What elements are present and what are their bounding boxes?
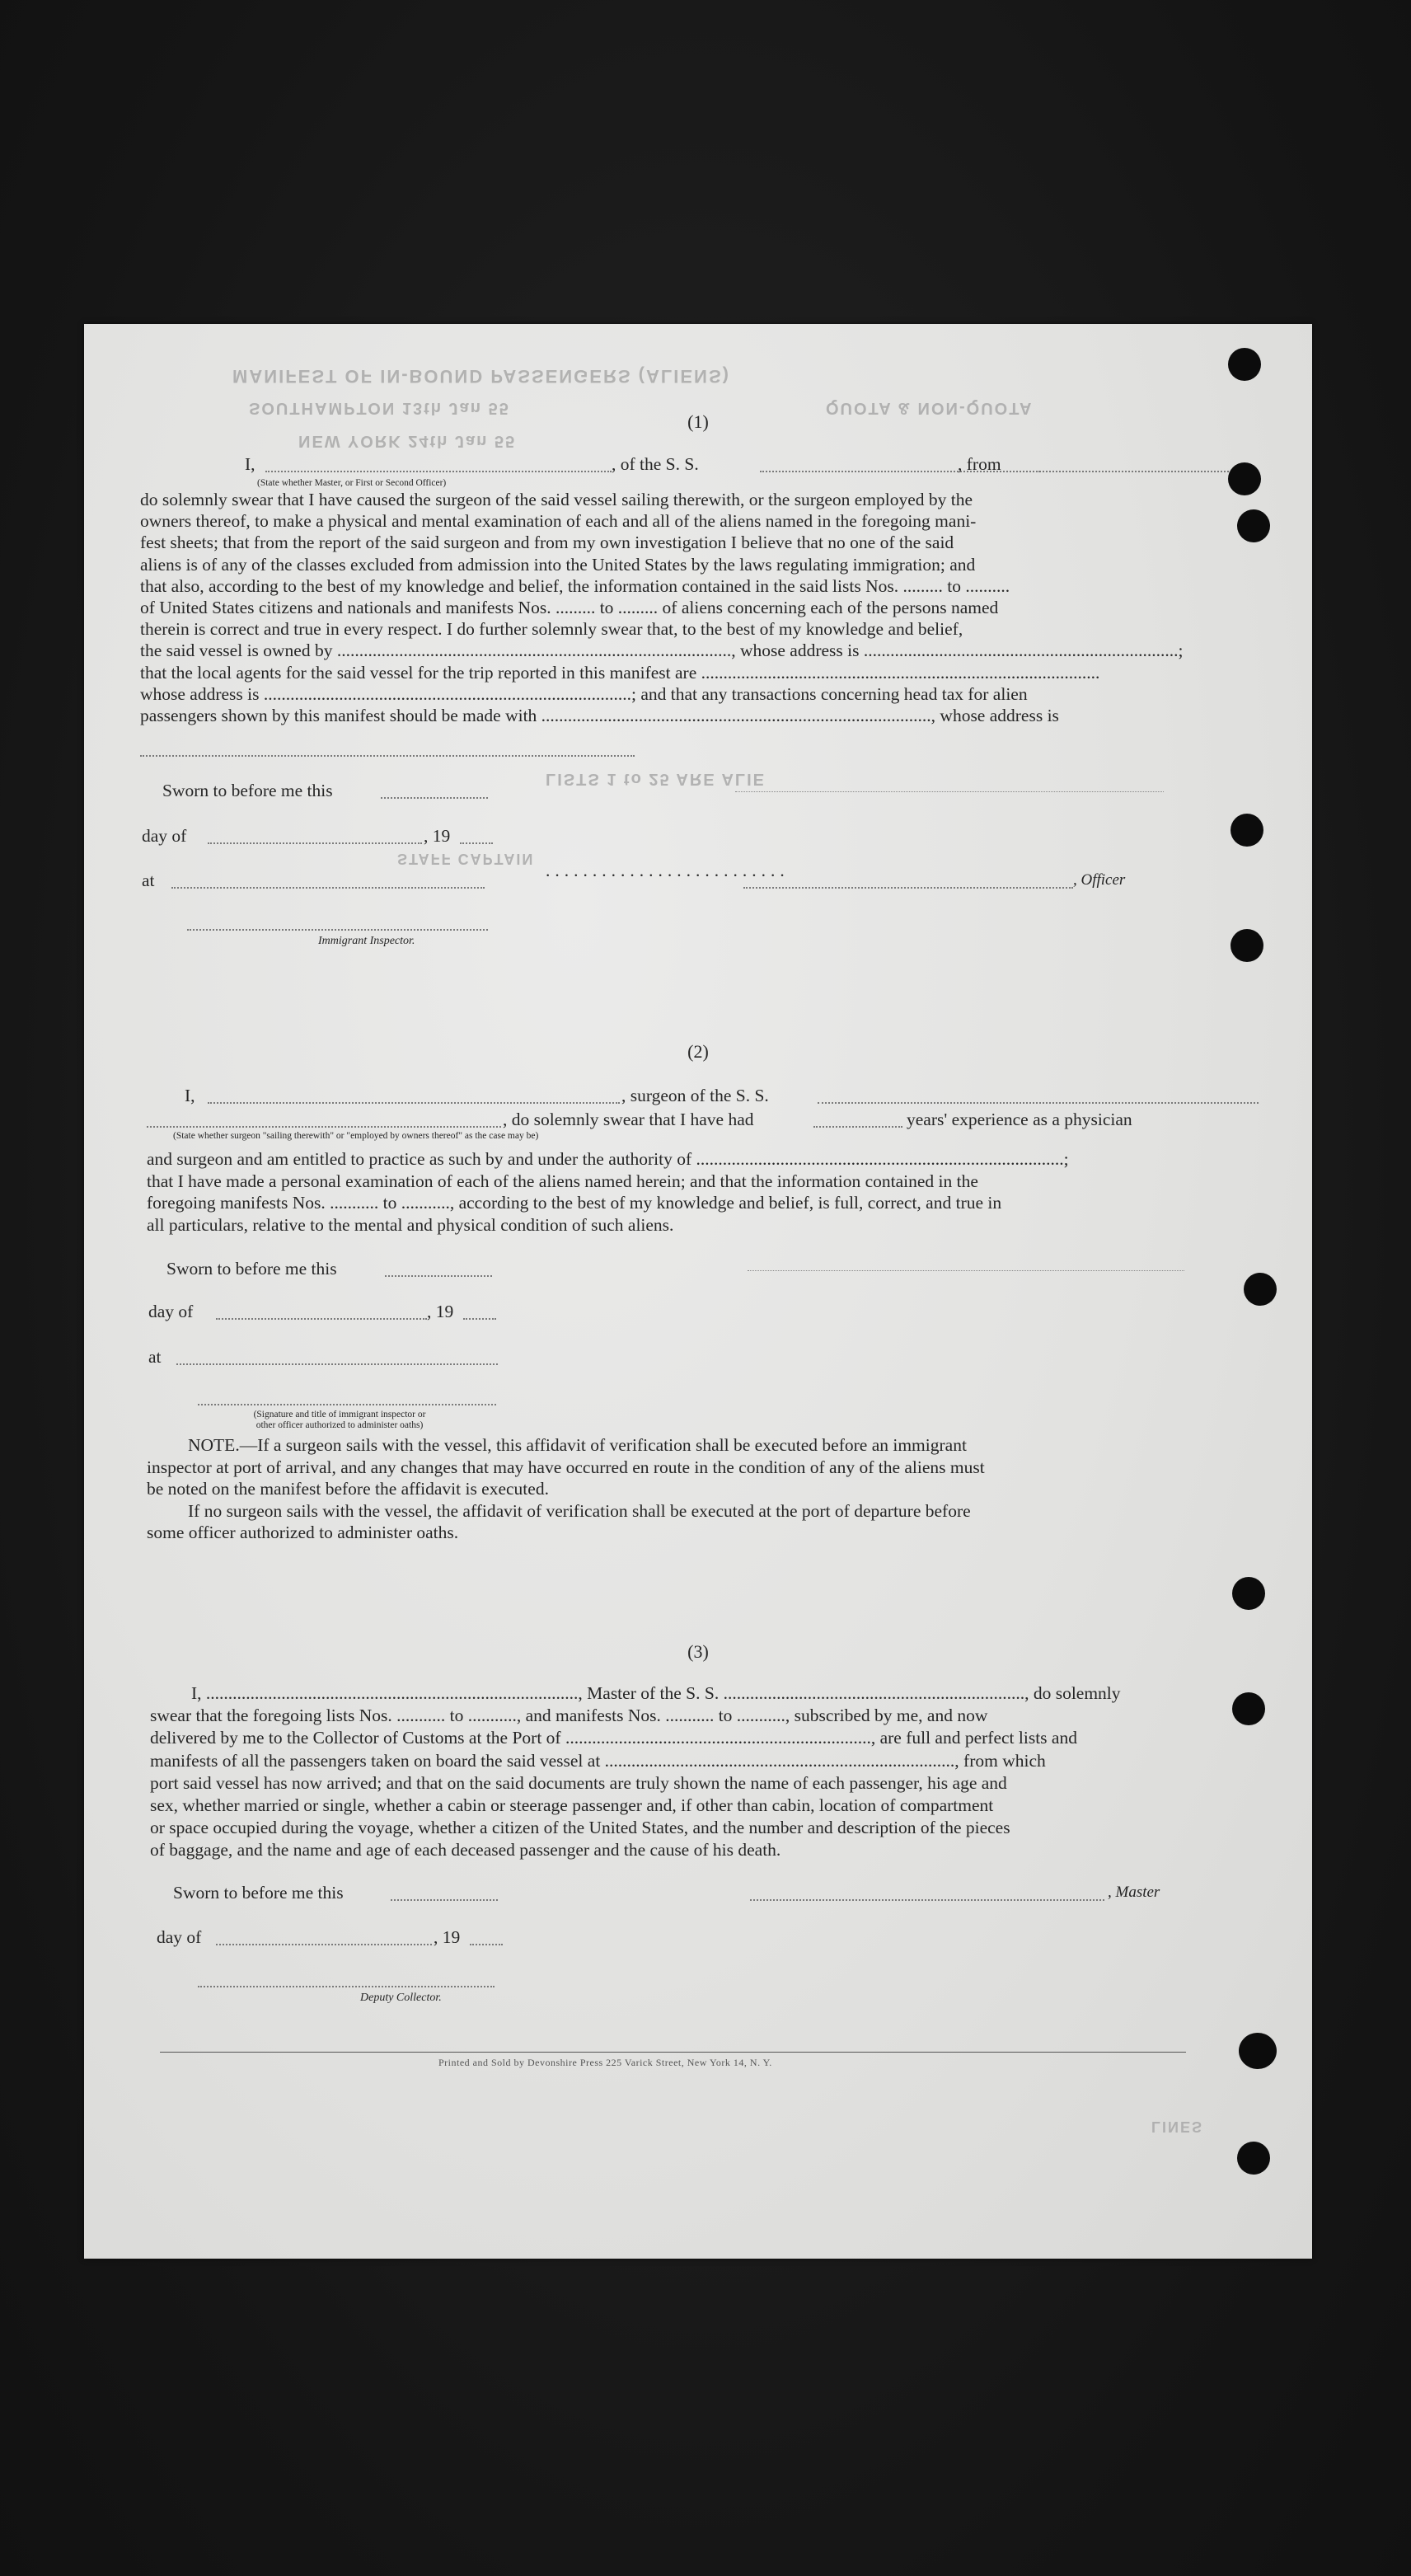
- section-1-at: at: [142, 870, 155, 890]
- section-1-stamp-dots: ..........................: [546, 861, 790, 880]
- section-2-line: and surgeon and am entitled to practice as such by and under the authority of ...................................................................................;: [147, 1149, 1069, 1169]
- section-1-line: fest sheets; that from the report of the said surgeon and from my own investigation I believe that no one of the said: [140, 533, 954, 553]
- section-3-master: , Master: [1108, 1884, 1160, 1901]
- section-1-day-line: [208, 842, 422, 844]
- section-1-officer: , Officer: [1073, 871, 1126, 889]
- section-2-signature-caption-2: other officer authorized to administer oaths): [255, 1420, 424, 1430]
- section-1-year-line: [460, 842, 493, 844]
- section-3-line: or space occupied during the voyage, whether a citizen of the United States, and the number and description of the pieces: [150, 1818, 1010, 1838]
- section-1-line: aliens is of any of the classes excluded from admission into the United States by the laws regulating immigration; and: [140, 554, 976, 575]
- section-2-sworn-line: [385, 1275, 492, 1277]
- section-2-body: [147, 1148, 1268, 1236]
- section-2-line: foregoing manifests Nos. ........... to ..........., according to the best of my knowledge and belief, is full, correct, and true in: [147, 1193, 1002, 1213]
- binder-hole: [1232, 1692, 1265, 1725]
- section-1-line: passengers shown by this manifest should be made with ........................................................................................, whose address is: [140, 705, 1059, 725]
- section-2-surgeon-caption: (State whether surgeon "sailing therewith" or "employed by owners thereof" as the case may be): [173, 1131, 539, 1141]
- section-3-day-of: day of: [157, 1927, 202, 1947]
- section-1-name-line: [265, 471, 612, 472]
- section-2-role-line: [147, 1126, 501, 1128]
- section-1-at-line: [171, 887, 485, 889]
- section-1-sworn-line: [381, 797, 488, 799]
- section-2-year: , 19: [427, 1302, 454, 1321]
- note-line: be noted on the manifest before the affidavit is executed.: [147, 1479, 549, 1499]
- section-1-inspector-line: [187, 929, 488, 931]
- faded-header-line2: SOUTHAMPTON 13th Jan 55: [249, 399, 510, 417]
- section-2-note: [147, 1434, 1268, 1544]
- section-2-year-line: [463, 1318, 496, 1320]
- section-2-swear: , do solemnly swear that I have had: [503, 1110, 754, 1129]
- section-3-sworn-line: [391, 1899, 498, 1901]
- note-line: NOTE.—If a surgeon sails with the vessel, this affidavit of verification shall be executed before an immigrant: [188, 1435, 967, 1455]
- section-2-number: (2): [687, 1041, 709, 1062]
- section-3-year-line: [470, 1944, 503, 1945]
- note-line: If no surgeon sails with the vessel, the affidavit of verification shall be executed at the port of departure before: [188, 1500, 971, 1521]
- section-1-line: therein is correct and true in every respect. I do further solemnly swear that, to the best of my knowledge and belief,: [140, 619, 963, 640]
- section-2-at-line: [176, 1363, 498, 1365]
- section-3-day-line: [216, 1944, 432, 1945]
- section-2-ship-line: [818, 1102, 1259, 1104]
- section-1-line: whose address is ...................................................................................; and that any transactions concerning head tax for alien: [140, 683, 1028, 704]
- note-line: some officer authorized to administer oaths.: [147, 1523, 459, 1542]
- section-3-number: (3): [687, 1641, 709, 1662]
- binder-hole: [1239, 2033, 1277, 2069]
- section-2-day-line: [216, 1318, 427, 1320]
- section-2-name-line: [208, 1102, 620, 1104]
- section-2-at: at: [148, 1347, 162, 1367]
- binder-hole: [1244, 1273, 1277, 1306]
- section-2-signature-caption-1: (Signature and title of immigrant inspector or: [253, 1410, 426, 1419]
- section-2-years-experience: years' experience as a physician: [907, 1110, 1132, 1129]
- faded-bottom: LINES: [1151, 2119, 1204, 2135]
- section-1-body: [140, 489, 1261, 726]
- section-1-line: of United States citizens and nationals and manifests Nos. ......... to ......... of aliens concerning each of the persons named: [140, 597, 999, 617]
- footer-rule: [160, 2052, 1186, 2053]
- section-1-line: do solemnly swear that I have caused the surgeon of the said vessel sailing therewith, or the surgeon employed by the: [140, 490, 973, 509]
- section-3-line: swear that the foregoing lists Nos. ........... to ..........., and manifests Nos. ........... to ..........., subscribed by me, and now: [150, 1706, 988, 1726]
- section-2-line: all particulars, relative to the mental and physical condition of such aliens.: [147, 1214, 674, 1235]
- section-3-collector-line: [198, 1986, 495, 1987]
- section-3-line: sex, whether married or single, whether a cabin or steerage passenger and, if other than cabin, location of compartment: [150, 1795, 994, 1815]
- section-3-line: I, ...................................................................................., Master of the S. S. ...................................................................., do solemnly: [191, 1683, 1121, 1703]
- section-3-line: delivered by me to the Collector of Customs at the Port of ....................................................................., are full and perfect lists and: [150, 1728, 1077, 1748]
- section-1-sworn: Sworn to before me this: [162, 781, 333, 800]
- section-2-inspector-line: [198, 1404, 496, 1405]
- section-1-from-line: [1020, 471, 1259, 472]
- printer-credit: Printed and Sold by Devonshire Press 225 Varick Street, New York 14, N. Y.: [438, 2057, 772, 2068]
- binder-hole: [1231, 814, 1263, 847]
- section-3-line: manifests of all the passengers taken on board the said vessel at ..............................................................................., from which: [150, 1750, 1046, 1771]
- section-1-number: (1): [687, 411, 709, 432]
- faded-mid-1: LISTS 1 to 25 ARE ALIE: [546, 770, 766, 788]
- section-3-master-line: [750, 1899, 1104, 1901]
- section-1-i: I,: [245, 454, 255, 474]
- section-1-line: that the local agents for the said vessel for the trip reported in this manifest are ..........................................................................................: [140, 662, 1100, 683]
- section-2-surgeon-of: , surgeon of the S. S.: [621, 1086, 769, 1105]
- section-2-signature-line: [748, 1270, 1184, 1271]
- section-1-inspector-caption: Immigrant Inspector.: [318, 935, 415, 947]
- binder-hole: [1232, 1577, 1265, 1610]
- section-1-address-line: [140, 755, 635, 757]
- section-3-line: port said vessel has now arrived; and that on the said documents are truly shown the name of each passenger, his age and: [150, 1772, 1007, 1793]
- section-3-sworn: Sworn to before me this: [173, 1883, 344, 1903]
- faded-header-line3: NEW YORK 24th Jan 55: [298, 432, 517, 450]
- section-3-year: , 19: [434, 1927, 461, 1947]
- section-1-year: , 19: [424, 826, 451, 846]
- section-1-line: owners thereof, to make a physical and mental examination of each and all of the aliens named in the foregoing mani-: [140, 511, 977, 532]
- section-1-officer-line: [743, 887, 1073, 889]
- faded-mid-2: STAFF CAPTAIN: [397, 851, 535, 867]
- binder-hole: [1237, 2142, 1270, 2175]
- faded-header-line1: MANIFEST OF IN-BOUND PASSENGERS (ALIENS): [232, 366, 730, 387]
- section-1-line: the said vessel is owned by ........................................................................................., whose address is .......................................................................;: [140, 640, 1184, 661]
- section-2-i: I,: [185, 1086, 195, 1105]
- section-1-officer-caption: (State whether Master, or First or Second Officer): [257, 478, 447, 488]
- section-1-of-ss: , of the S. S.: [612, 454, 699, 474]
- section-3-collector-caption: Deputy Collector.: [360, 1992, 442, 2004]
- section-1-day-of: day of: [142, 826, 187, 846]
- binder-hole: [1231, 929, 1263, 962]
- binder-hole: [1237, 509, 1270, 542]
- section-1-top-signature-line: [735, 791, 1164, 792]
- manifest-page: [84, 324, 1312, 2259]
- section-3-line: of baggage, and the name and age of each deceased passenger and the cause of his death.: [150, 1840, 781, 1860]
- section-2-years-line: [813, 1126, 902, 1128]
- section-1-line: that also, according to the best of my knowledge and belief, the information contained in the said lists Nos. ......... to ..........: [140, 575, 1010, 596]
- binder-hole: [1228, 462, 1261, 495]
- section-2-line: that I have made a personal examination of each of the aliens named herein; and that the information contained in the: [147, 1171, 978, 1191]
- section-1-from: , from: [958, 454, 1001, 474]
- note-line: inspector at port of arrival, and any changes that may have occurred en route in the condition of any of the aliens must: [147, 1457, 985, 1477]
- binder-hole: [1228, 348, 1261, 381]
- faded-stamp: QUOTA & NON-QUOTA: [826, 399, 1034, 417]
- section-2-day-of: day of: [148, 1302, 194, 1321]
- section-3-body: [150, 1682, 1271, 1862]
- section-2-sworn: Sworn to before me this: [166, 1259, 337, 1279]
